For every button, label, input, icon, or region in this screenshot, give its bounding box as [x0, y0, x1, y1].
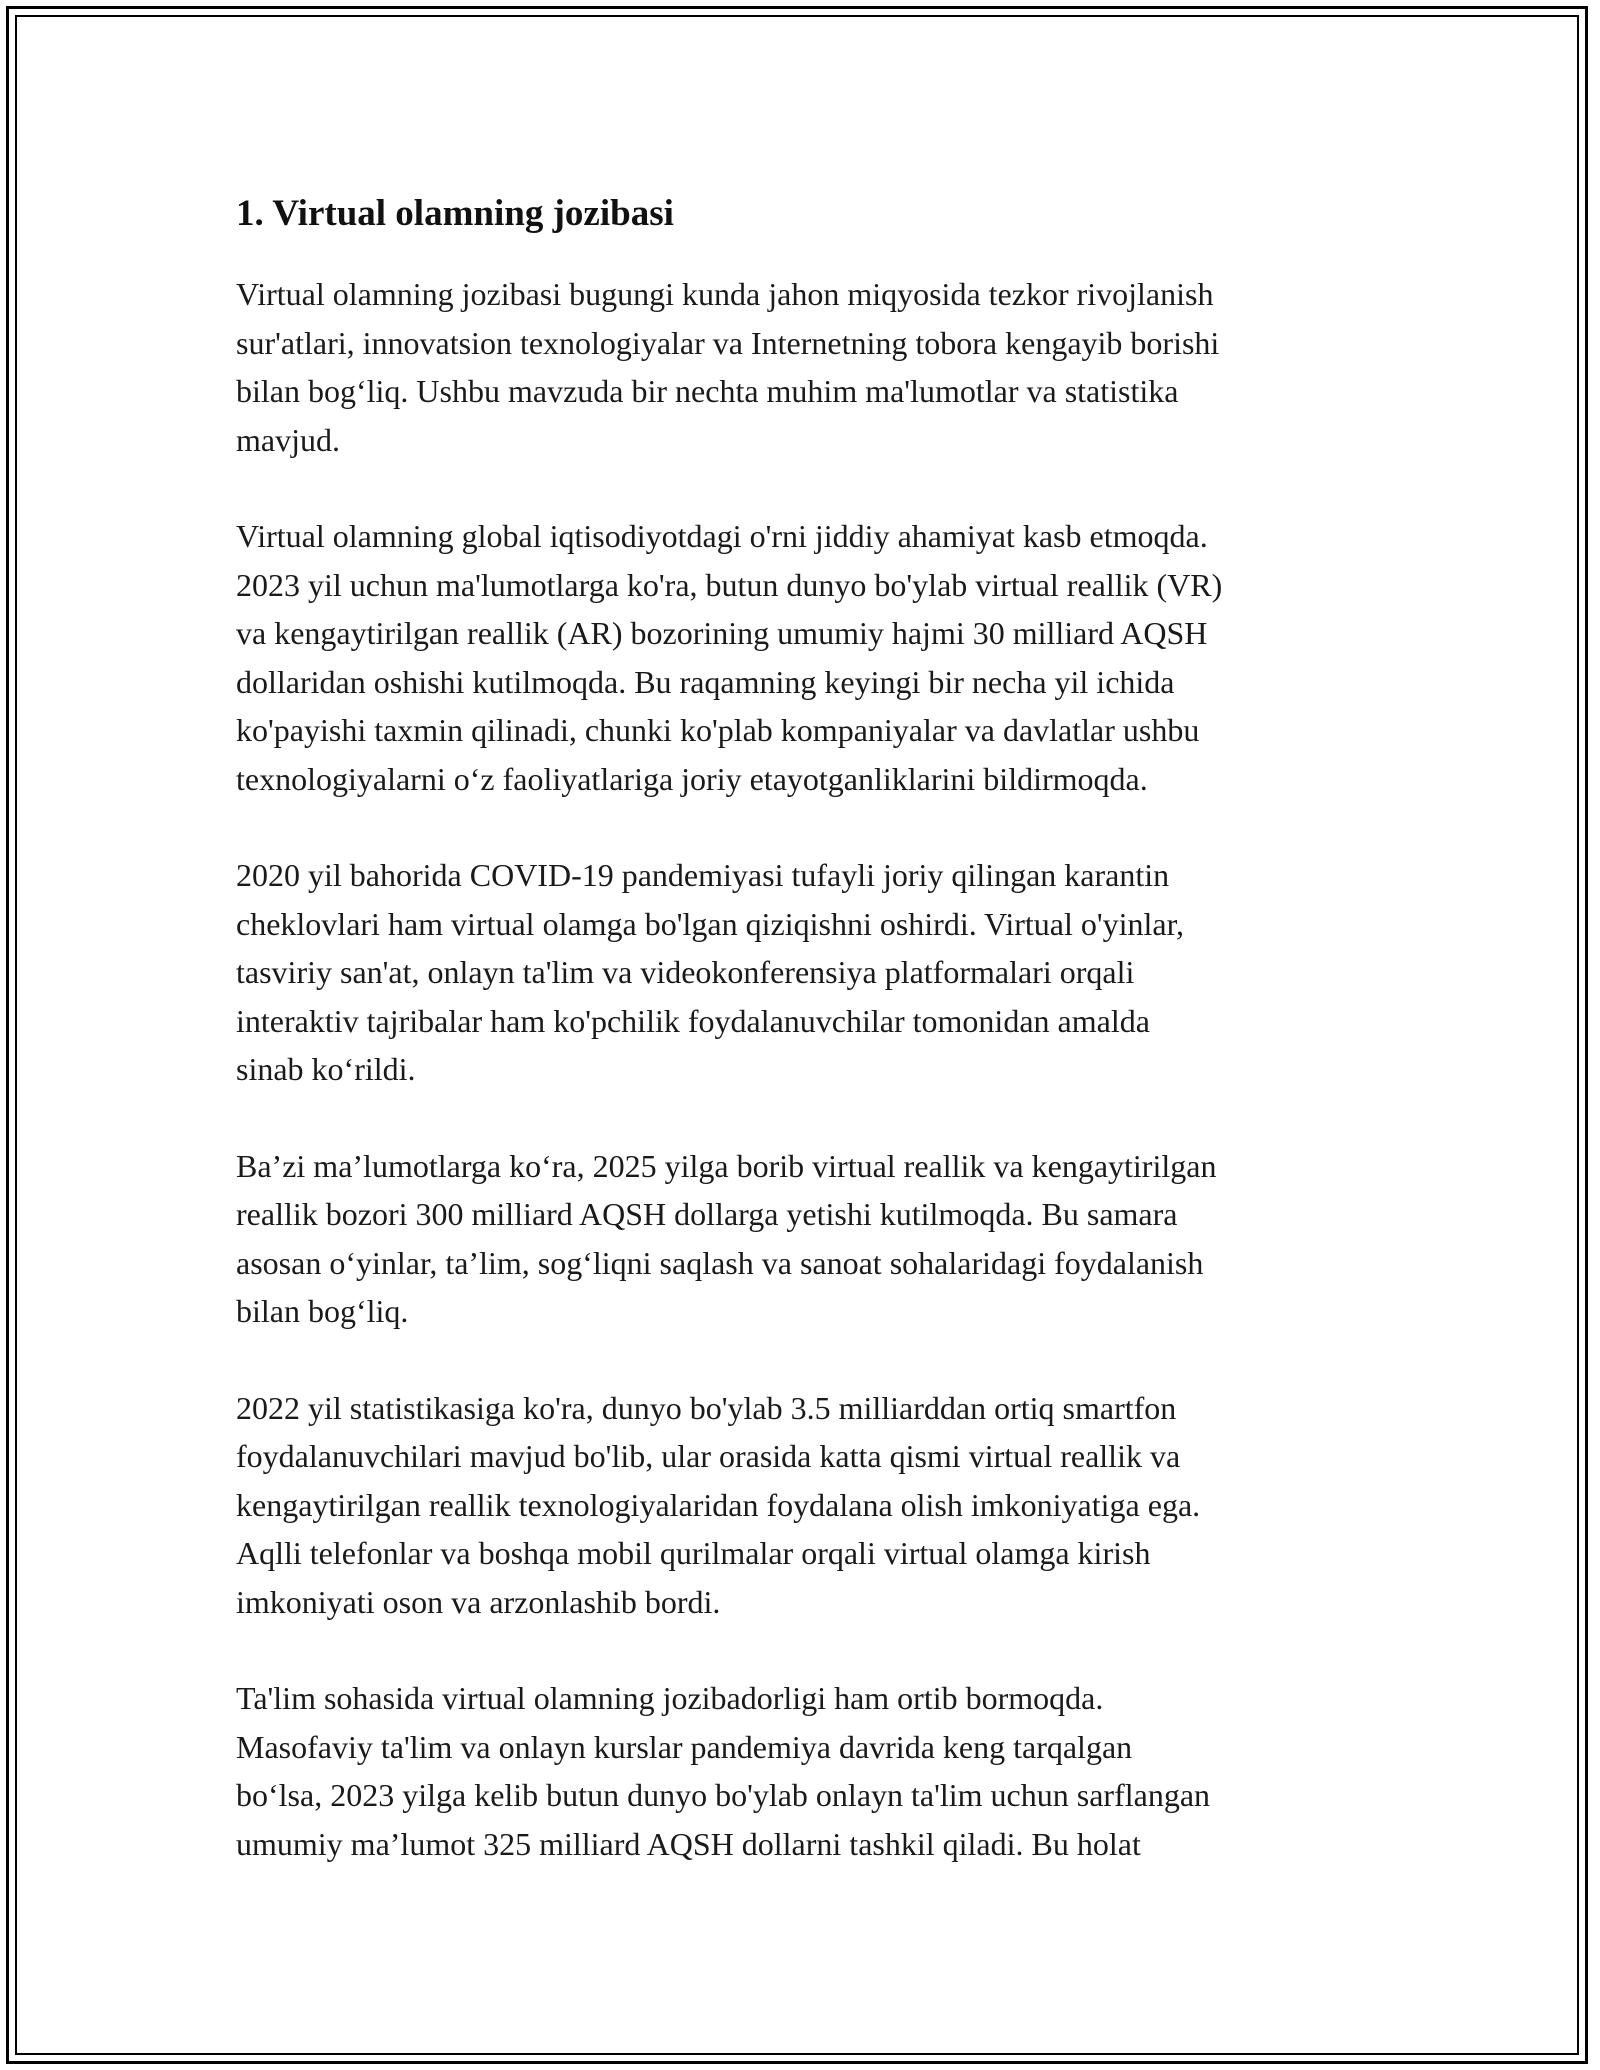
paragraph-global-economy: Virtual olamning global iqtisodiyotdagi o'rni jiddiy ahamiyat kasb etmoqda. 2023 yil uchun ma'lumotlarga ko'ra, butun dunyo bo'ylab virtual reallik (VR) va kengaytirilgan reallik (AR) bozorining umumiy hajmi 30 milliard AQSH dollaridan oshishi kutilmoqda. Bu raqamning keyingi bir necha yil ichida ko'payishi taxmin qilinadi, chunki ko'plab kompaniyalar va davlatlar ushbu texnologiyalarni o‘z faoliyatlariga joriy etayotganliklarini bildirmoqda.: [236, 518, 1223, 797]
paragraph-covid: 2020 yil bahorida COVID-19 pandemiyasi tufayli joriy qilingan karantin cheklovlari ham virtual olamga bo'lgan qiziqishni oshirdi. Virtual o'yinlar, tasviriy san'at, onlayn ta'lim va videokonferensiya platformalari orqali interaktiv tajribalar ham ko'pchilik foydalanuvchilar tomonidan amalda sinab ko‘rildi.: [236, 857, 1184, 1087]
paragraph-education: Ta'lim sohasida virtual olamning jozibadorligi ham ortib bormoqda. Masofaviy ta'lim va onlayn kurslar pandemiya davrida keng tarqalgan bo‘lsa, 2023 yilga kelib butun dunyo bo'ylab onlayn ta'lim uchun sarflangan umumiy ma’lumot 325 milliard AQSH dollarni tashkil qiladi. Bu holat: [236, 1680, 1211, 1862]
paragraph-intro: Virtual olamning jozibasi bugungi kunda jahon miqyosida tezkor rivojlanish sur'atlari, innovatsion texnologiyalar va Internetning tobora kengayib borishi bilan bog‘liq. Ushbu mavzuda bir nechta muhim ma'lumotlar va statistika mavjud.: [236, 276, 1220, 458]
section-heading: 1. Virtual olamning jozibasi: [236, 193, 674, 234]
document-body: [236, 190, 1386, 1916]
paragraph-smartphones: 2022 yil statistikasiga ko'ra, dunyo bo'ylab 3.5 milliarddan ortiq smartfon foydalanuvchilari mavjud bo'lib, ular orasida katta qismi virtual reallik va kengaytirilgan reallik texnologiyalaridan foydalana olish imkoniyatiga ega. Aqlli telefonlar va boshqa mobil qurilmalar orqali virtual olamga kirish imkoniyati oson va arzonlashib bordi.: [236, 1389, 1201, 1620]
paragraph-market-2025: Ba’zi ma’lumotlarga ko‘ra, 2025 yilga borib virtual reallik va kengaytirilgan reallik bozori 300 milliard AQSH dollarga yetishi kutilmoqda. Bu samara asosan o‘yinlar, ta’lim, sog‘liqni saqlash va sanoat sohalaridagi foydalanish bilan bog‘liq.: [236, 1147, 1217, 1329]
